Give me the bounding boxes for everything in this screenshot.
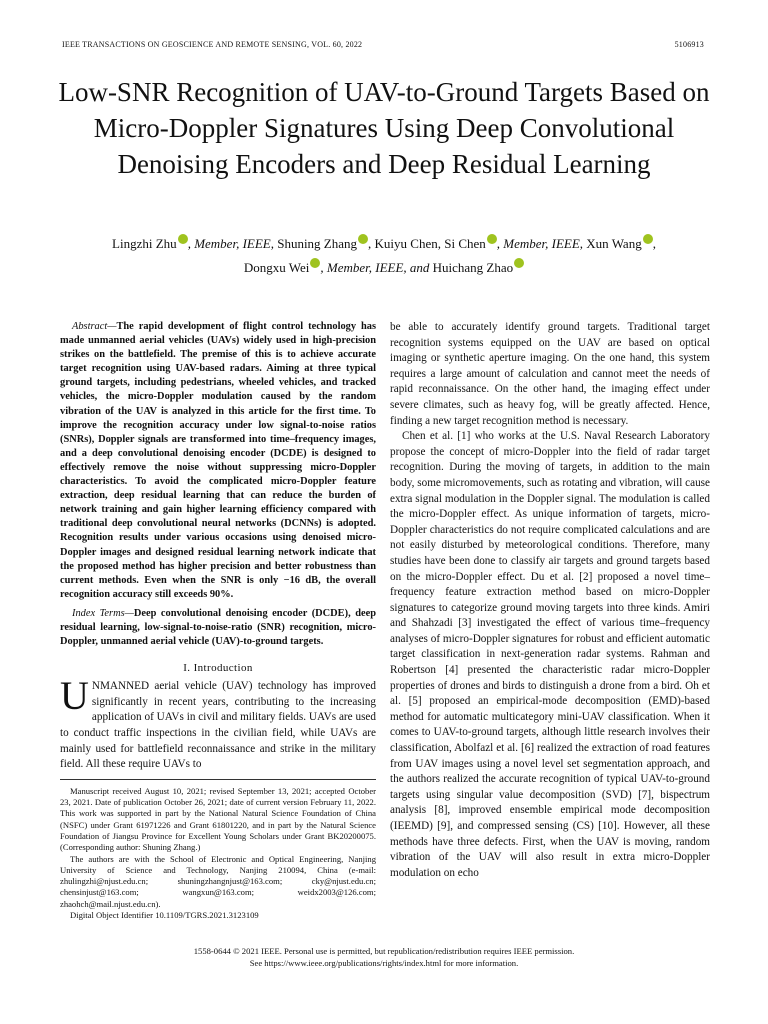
author-line-1 (50, 232, 718, 256)
right-column (390, 320, 710, 881)
section-heading-introduction: I. Introduction (183, 662, 253, 675)
author-suffix: , Member, IEEE, and (320, 260, 433, 275)
intro-first-word: NMANNED (91, 680, 150, 693)
footnote-doi[interactable]: Digital Object Identifier 10.1109/TGRS.2021.3123109 (70, 910, 259, 921)
page-number: 5106913 (674, 40, 704, 49)
author-suffix: , (652, 236, 656, 251)
abstract-label: Abstract— (72, 321, 117, 332)
author-suffix: , Member, IEEE, (187, 236, 278, 251)
footnote-received: Manuscript received August 10, 2021; revised September 13, 2021; accepted October 23, 2021. Date of publication October 26, 2021; date of current version February 11, 2022. This work was supported in part by the National Natural Science Foundation of China (NSFC) under Grant 61971226 and Grant 61801220, and in part by the Natural Science Foundation of Jiangsu Province for Excellent Young Scholars under Grant BK20200075. (Corresponding author: Shuning Zhang.) (60, 785, 376, 853)
author-name[interactable]: Shuning Zhang (277, 236, 358, 251)
author-suffix: , Member, IEEE, (496, 236, 587, 251)
index-terms (60, 607, 376, 649)
paper-title: Low-SNR Recognition of UAV-to-Ground Targets Based on Micro-Doppler Signatures Using Deep Convolutional Denoising Encoders and Deep Residual Learning (58, 77, 710, 179)
orcid-icon[interactable] (514, 258, 524, 268)
author-name[interactable]: Dongxu Wei (243, 260, 310, 275)
orcid-icon[interactable] (358, 234, 368, 244)
author-suffix: , (368, 236, 375, 251)
footnotes (60, 779, 376, 922)
drop-cap: U (60, 673, 89, 719)
introduction-paragraph (60, 673, 376, 773)
running-header (62, 40, 704, 52)
abstract-text: The rapid development of flight control technology has made unmanned aerial vehicles (UAVs) widely used in high-precision strikes on the battlefield. The premise of this is to achieve accurate target recognition using UAV-based radars. Aiming at three typical ground targets, including pedestrians, wheeled vehicles, and tracked vehicles, the micro-Doppler modulation caused by the random vibration of the UAV is analyzed in this article for the first time. To improve the recognition accuracy under low signal-to-noise ratios (SNRs), Doppler signals are transformed into time–frequency images, and a deep convolutional denoising encoder (DCDE) is designed to effectively remove the noise without suppressing micro-Doppler characteristics. To avoid the complicated micro-Doppler feature extraction, deep residual learning that can reduce the burden of network training and gain higher learning efficiency compared with traditional deep convolutional neural networks (DCNNs) is adopted. Recognition results under various occasions using denoised micro-Doppler images and designed residual learning network indicate that the proposed method has higher precision and better robustness than current methods. Even when the SNR is only −16 dB, the overall recognition accuracy still exceeds 90%. (60, 321, 376, 600)
intro-text: aerial vehicle (UAV) technology has improved significantly in recent years, contributing to the increasing application of UAVs in civil and military fields. UAVs are used to conduct traffic inspections in the civilian field, while UAVs are mainly used for battlefield reconnaissance and strike in the military field. All these require UAVs to (60, 680, 376, 771)
orcid-icon[interactable] (178, 234, 188, 244)
author-name[interactable]: Xun Wang (586, 236, 642, 251)
index-terms-label: Index Terms— (72, 607, 134, 619)
author-name[interactable]: Huichang Zhao (432, 260, 514, 275)
copyright-line: 1558-0644 © 2021 IEEE. Personal use is permitted, but republication/redistribution requires IEEE permission. (193, 946, 575, 956)
body-paragraph-1: be able to accurately identify ground targets. Traditional target recognition systems equipped on the UAV are based on optical imaging or synthetic aperture imaging. On the one hand, this system requires a large amount of calculation and cannot meet the needs of rapid reconnaissance. On the other hand, the imaging effect under severe climates, such as heavy fog, will be greatly affected. Hence, finding a new target recognition method is necessary. (390, 321, 710, 427)
index-terms-text: Deep convolutional denoising encoder (DCDE), deep residual learning, low-signal-to-noise-ratio (SNR) recognition, micro-Doppler, unmanned aerial vehicle (UAV)-to-ground targets. (60, 607, 376, 648)
left-column (60, 320, 376, 921)
rights-link-line[interactable]: See https://www.ieee.org/publications/rights/index.html for more information. (249, 958, 519, 968)
orcid-icon[interactable] (643, 234, 653, 244)
abstract (60, 320, 376, 602)
orcid-icon[interactable] (310, 258, 320, 268)
author-line-2 (50, 256, 718, 280)
journal-name: IEEE TRANSACTIONS ON GEOSCIENCE AND REMOTE SENSING, VOL. 60, 2022 (62, 40, 363, 49)
author-name[interactable]: Kuiyu Chen, Si Chen (374, 236, 486, 251)
footnote-affiliation: The authors are with the School of Electronic and Optical Engineering, Nanjing University of Science and Technology, Nanjing 210094, China (e-mail: zhulingzhi@njust.edu.cn; shuningzhangnjust@163.com; cky@njust.edu.cn; chensinjust@163.com; wangxun@163.com; weidx2003@126.com; zhaohch@mail.njust.edu.cn). (60, 853, 376, 909)
author-list (50, 232, 718, 280)
author-name[interactable]: Lingzhi Zhu (112, 236, 177, 251)
orcid-icon[interactable] (487, 234, 497, 244)
body-paragraph-2: Chen et al. [1] who works at the U.S. Naval Research Laboratory propose the concept of micro-Doppler into the field of radar target recognition. During the moving of targets, in addition to the main body, some micromovements, such as rotating and vibration, will cause extra signal modulation in the Doppler signal. The modulation is called the micro-Doppler effect. As unique information of targets, micro-Doppler characteristics do not require complicated calculations and are not easily disturbed by meteorological conditions. Therefore, many studies have been done to classify air targets and ground targets based on the micro-Doppler effect. Du et al. [2] proposed a novel time–frequency feature extraction method based on micro-Doppler signatures to categorize ground moving targets into three kinds. Amiri and Shahzadi [3] investigated the effect of various time–frequency analyses of micro-Doppler signatures for robust and efficient automatic target classification in next-generation radar systems. Rahman and Robertson [4] presented the characteristic radar micro-Doppler properties of drones and birds to distinguish a drone from a bird. Oh et al. [5] proposed an empirical-mode decomposition (EMD)-based method for automatic multicategory mini-UAV classification. When it comes to UAV-to-ground targets, although little research involves their classification, Abolfazl et al. [6] realized the extraction of road features from UAV images using a novel level set segmentation approach, and the authors realized the accurate recognition of typical UAV-to-ground targets using singular value decomposition (SVD) [7], bispectrum analysis [8], improved ensemble empirical mode decomposition (IEEMD) [9], and compressed sensing (CS) [10]. However, all these methods have three defects. First, when the UAV is moving, random vibration of the UAV will also result in extra micro-Doppler modulation on echo (390, 430, 710, 879)
copyright-notice (0, 945, 768, 969)
